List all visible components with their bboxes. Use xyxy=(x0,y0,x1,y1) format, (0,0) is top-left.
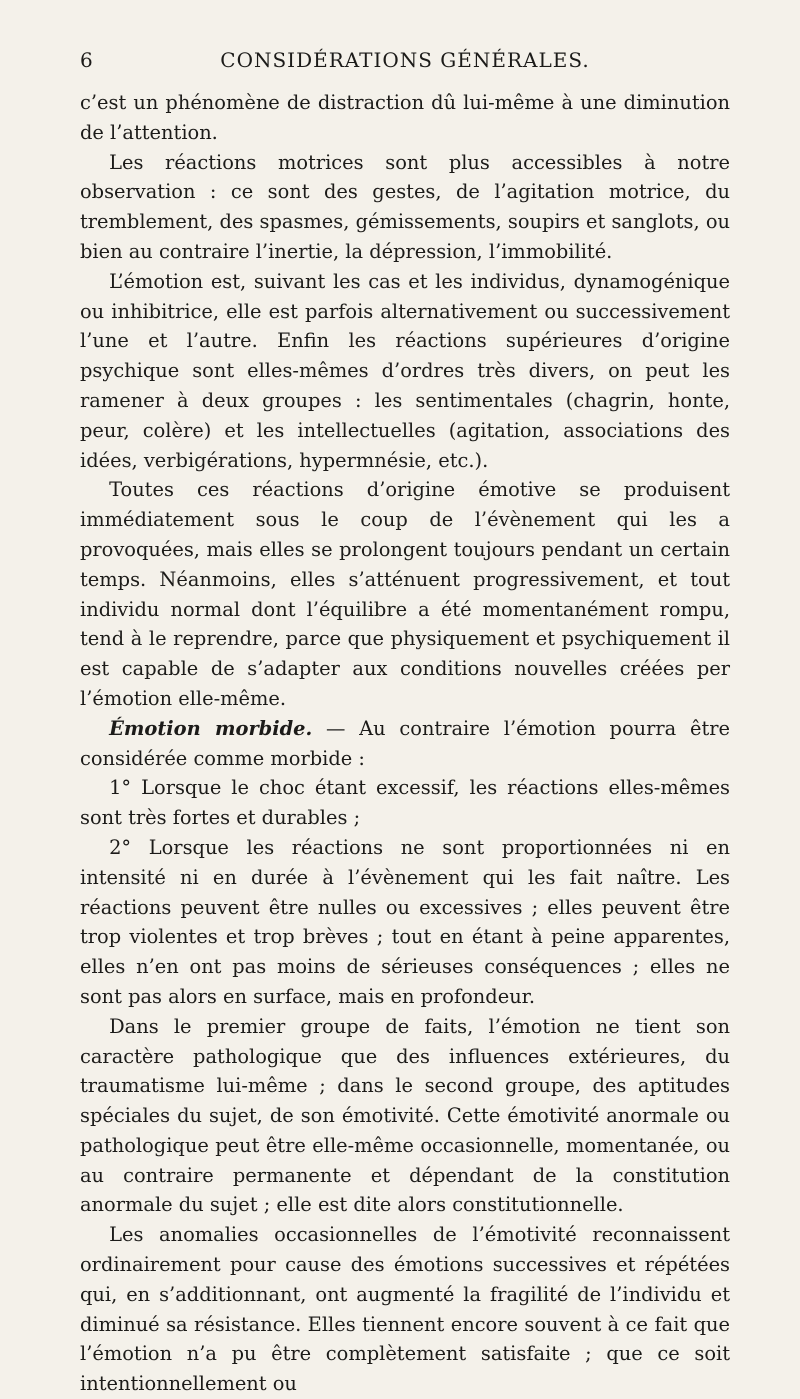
paragraph: Dans le premier groupe de faits, l’émotion ne tient son caractère pathologique que des influences extérieures, du traumatisme lui-même ; dans le second groupe, des aptitudes spéciales du sujet, de son émotivité. Cette émotivité anormale ou pathologique peut être elle-même occasionnelle, momentanée, ou au contraire permanente et dépendant de la constitution anormale du sujet ; elle est dite alors constitutionnelle. xyxy=(80,1014,730,1217)
body-text xyxy=(80,88,730,1399)
section-title: Émotion morbide. xyxy=(109,716,313,740)
paragraph: L’émotion est, suivant les cas et les individus, dynamogénique ou inhibitrice, elle est parfois alternativement ou successivement l’une et l’autre. Enfin les réactions supérieures d’origine psychique sont elles-mêmes d’ordres très divers, on peut les ramener à deux groupes : les sentimentales (chagrin, honte, peur, colère) et les intellectuelles (agitation, associations des idées, verbigérations, hypermnésie, etc.). xyxy=(80,269,730,472)
paragraph: 1° Lorsque le choc étant excessif, les réactions elles-mêmes sont très fortes et durables ; xyxy=(80,776,730,830)
page-number: 6 xyxy=(80,48,94,72)
paragraph: Les anomalies occasionnelles de l’émotivité reconnaissent ordinairement pour cause des émotions successives et répétées qui, en s’additionnant, ont augmenté la fragilité de l’individu et diminué sa résistance. Elles tiennent encore souvent à ce fait que l’émotion n’a pu être complètement satisfaite ; que ce soit intentionnellement ou xyxy=(80,1223,730,1396)
page-header xyxy=(80,48,730,76)
paragraph: Les réactions motrices sont plus accessibles à notre observation : ce sont des gestes, de l’agitation motrice, du tremblement, des spasmes, gémissements, soupirs et sanglots, ou bien au contraire l’inertie, la dépression, l’immobilité. xyxy=(80,150,730,263)
section-text: — Au contraire l’émotion pourra être considérée comme morbide : xyxy=(80,716,731,770)
paragraph: Toutes ces réactions d’origine émotive se produisent immédiatement sous le coup de l’évènement qui les a provoquées, mais elles se prolongent toujours pendant un certain temps. Néanmoins, elles s’atténuent progressivement, et tout individu normal dont l’équilibre a été momentanément rompu, tend à le reprendre, parce que physiquement et psychiquement il est capable de s’adapter aux conditions nouvelles créées per l’émotion elle-même. xyxy=(80,478,730,710)
running-title: CONSIDÉRATIONS GÉNÉRALES. xyxy=(220,48,590,72)
paragraph: c’est un phénomène de distraction dû lui-même à une diminution de l’attention. xyxy=(80,91,730,144)
paragraph: 2° Lorsque les réactions ne sont proportionnées ni en intensité ni en durée à l’évènement qui les fait naître. Les réactions peuvent être nulles ou excessives ; elles peuvent être trop violentes et trop brèves ; tout en étant à peine apparentes, elles n’en ont pas moins de sérieuses conséquences ; elles ne sont pas alors en surface, mais en profondeur. xyxy=(80,835,730,1008)
section-paragraph xyxy=(80,714,730,774)
